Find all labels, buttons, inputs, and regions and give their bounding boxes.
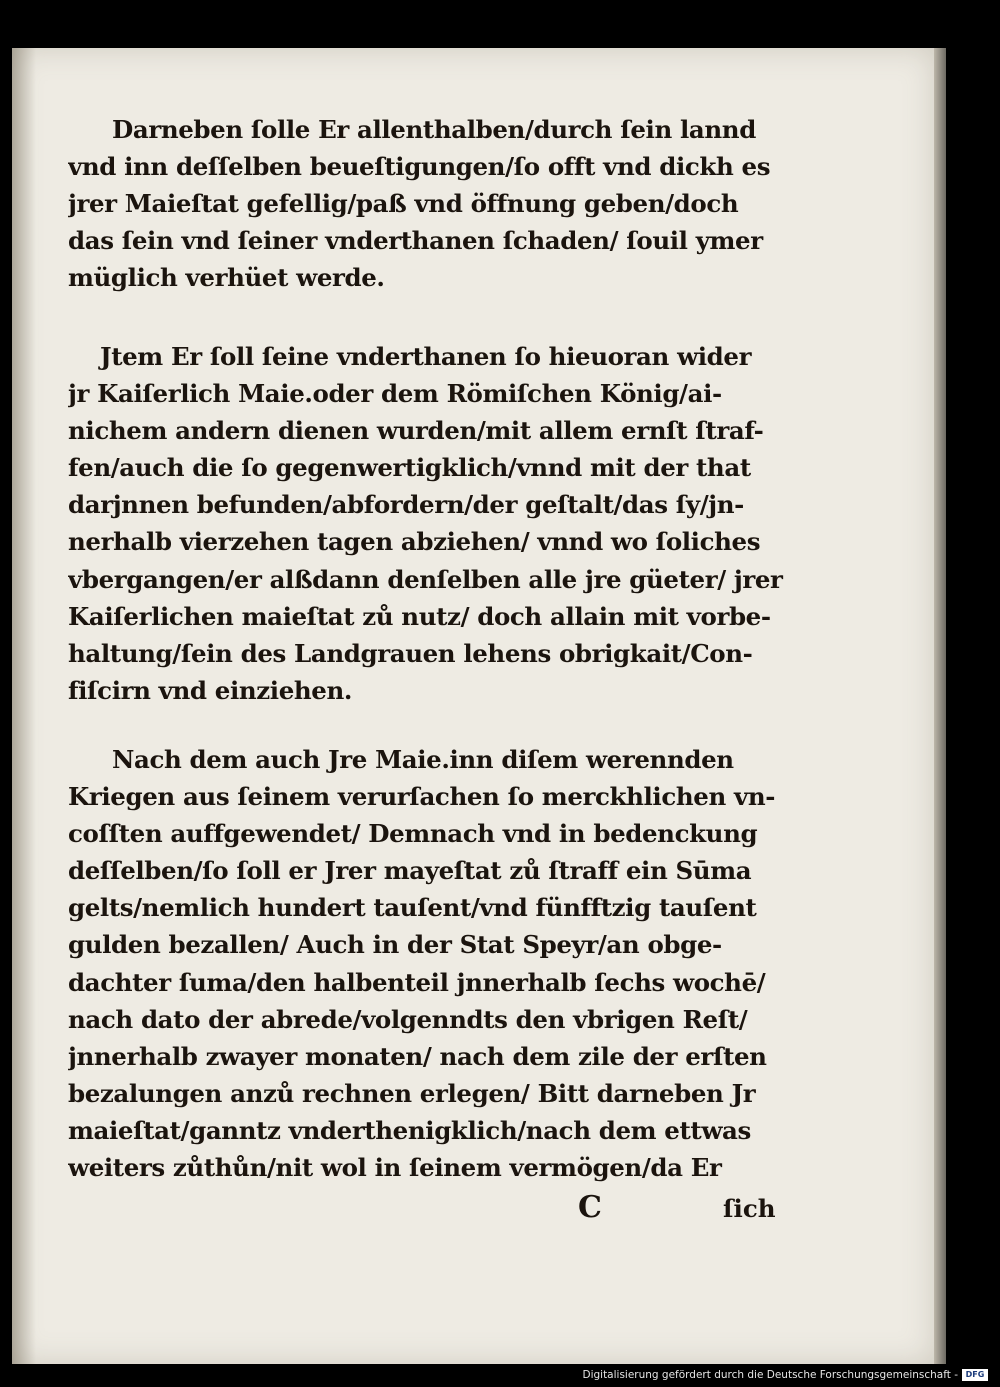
page-edge — [934, 48, 946, 1364]
text-line: Darneben ſolle Er allenthalben/durch ſein lannd — [112, 115, 756, 144]
text-line: jnnerhalb zwayer monaten/ nach dem zile der erſten — [68, 1041, 767, 1071]
paragraph-payment — [68, 741, 790, 1186]
text-line: coſſten auffgewendet/ Demnach vnd in bedenckung — [68, 819, 758, 849]
text-line: vbergangen/er alßdann denſelben alle jre güeter/ jrer — [68, 564, 783, 594]
dfg-logo: DFG — [962, 1369, 988, 1381]
text-line: das ſein vnd ſeiner vnderthanen ſchaden/ ſouil ymer — [68, 226, 763, 256]
text-line: haltung/ſein des Landgrauen lehens obrigkait/Con- — [68, 638, 753, 668]
text-line: deſſelben/ſo ſoll er Jrer mayeſtat zů ſtraff ein Sūma — [68, 856, 752, 886]
paragraph-passage — [68, 111, 790, 296]
text-line: bezalungen anzů rechnen erlegen/ Bitt darneben Jr — [68, 1078, 756, 1108]
text-line: darjnnen befunden/abfordern/der geſtalt/das ſy/jn- — [68, 490, 744, 520]
text-line: Kriegen aus ſeinem verurſachen ſo merckhlichen vn- — [68, 782, 776, 812]
text-line: weiters zůthůn/nit wol in ſeinem vermögen/da Er — [68, 1153, 722, 1183]
text-line: gelts/nemlich hundert tauſent/vnd fünfftzig tauſent — [68, 893, 757, 923]
text-line: fen/auch die ſo gegenwertigklich/vnnd mit der that — [68, 453, 751, 483]
text-line: gulden bezallen/ Auch in der Stat Speyr/an obge- — [68, 930, 722, 960]
text-line: nerhalb vierzehen tagen abziehen/ vnnd wo ſoliches — [68, 527, 761, 557]
funding-credit: Digitalisierung gefördert durch die Deutsche Forschungsgemeinschaft - — [582, 1369, 958, 1381]
text-line: müglich verhüet werde. — [68, 263, 385, 293]
text-line: jrer Maieſtat gefellig/paß vnd öffnung geben/doch — [68, 189, 739, 219]
text-line: nichem andern dienen wurden/mit allem ernſt ſtraf- — [68, 416, 764, 446]
text-line: Nach dem auch Jre Maie.inn diſem werennden — [112, 745, 734, 774]
page-gutter-shadow — [12, 48, 36, 1364]
catchword: ſich — [723, 1194, 776, 1223]
paragraph-punishment — [68, 338, 790, 709]
text-line: vnd inn deſſelben beueſtigungen/ſo offt vnd dickh es — [68, 152, 771, 182]
text-line: dachter ſuma/den halbenteil jnnerhalb ſechs wochē/ — [68, 967, 766, 997]
signature-mark: C — [578, 1190, 602, 1225]
text-line: fiſcirn vnd einziehen. — [68, 675, 353, 705]
text-line: Kaiſerlichen maieſtat zů nutz/ doch allain mit vorbe- — [68, 601, 771, 631]
text-line: jr Kaiſerlich Maie.oder dem Römiſchen König/ai- — [68, 379, 722, 409]
text-line: nach dato der abrede/volgenndts den vbrigen Reſt/ — [68, 1004, 748, 1034]
text-line: maieſtat/ganntz vnderthenigklich/nach dem ettwas — [68, 1115, 751, 1145]
text-line: Jtem Er ſoll ſeine vnderthanen ſo hieuoran wider — [100, 342, 752, 371]
